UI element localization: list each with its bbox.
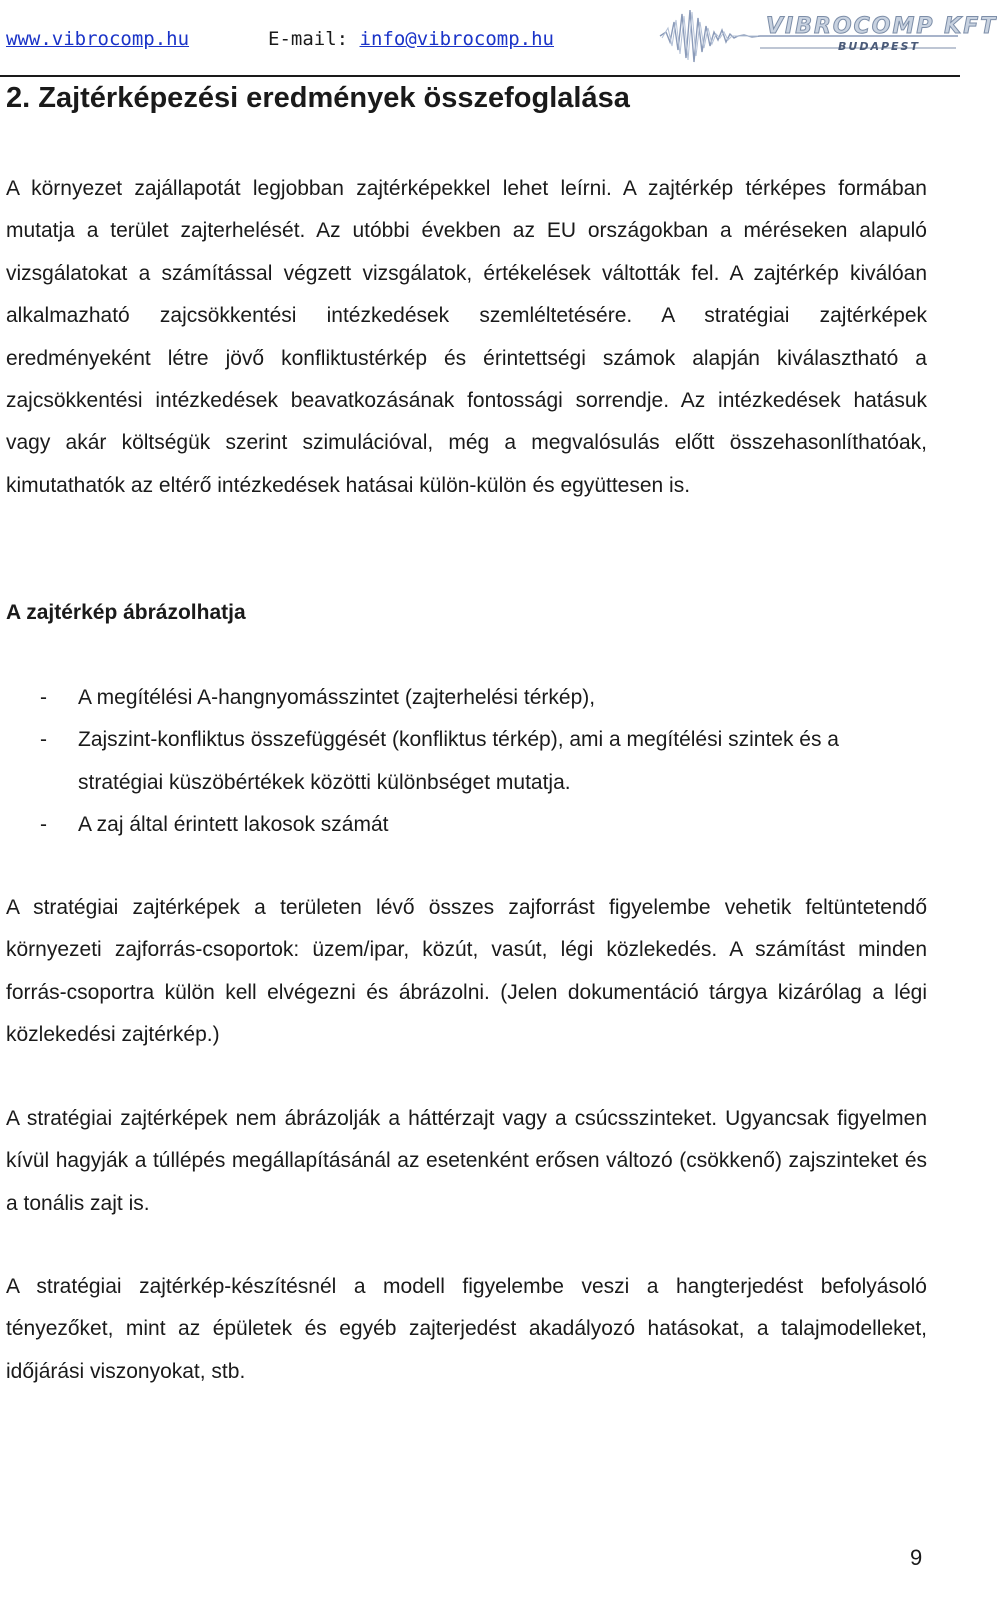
list-item xyxy=(6,677,927,719)
list-marker: - xyxy=(40,728,47,752)
website-link[interactable]: www.vibrocomp.hu xyxy=(6,28,190,50)
list-marker: - xyxy=(40,686,47,709)
list-item-text: A megítélési A-hangnyomásszintet (zajterhelési térkép), xyxy=(78,686,596,709)
header-divider xyxy=(0,75,960,77)
noise-sources-paragraph: A stratégiai zajtérképek a területen lévő összes zajforrást figyelembe vehetik feltüntetendő környezeti zajforrás-csoportok: üzem/ipar, közút, vasút, légi közlekedés. A számítást minden forrás-csoportra külön kell elvégezni és ábrázolni. (Jelen dokumentáció tárgya kizárólag a légi közlekedési zajtérkép.) xyxy=(6,896,927,1047)
list-item xyxy=(6,719,927,804)
email-label: E-mail: xyxy=(268,28,349,50)
email-link[interactable]: info@vibrocomp.hu xyxy=(359,28,554,50)
model-factors-paragraph: A stratégiai zajtérkép-készítésnél a modell figyelembe veszi a hangterjedést befolyásoló tényezőket, mint az épületek és egyéb zajterjedést akadályozó hatásokat, a talajmodelleket, időjárási viszonyokat, stb. xyxy=(6,1275,927,1383)
logo-subtext: BUDAPEST xyxy=(838,40,920,53)
list-marker: - xyxy=(40,813,47,837)
map-content-list xyxy=(6,677,927,847)
section-heading: 2. Zajtérképezési eredmények összefoglalása xyxy=(6,82,630,114)
page-number: 9 xyxy=(910,1545,923,1570)
list-item-text: Zajszint-konfliktus összefüggését (konfliktus térkép), ami a megítélési szintek és a stratégiai küszöbértékek közötti különbséget mutatja. xyxy=(78,728,839,794)
logo-text: VIBROCOMP KFT xyxy=(766,14,997,39)
list-item xyxy=(6,804,927,846)
subheading: A zajtérkép ábrázolhatja xyxy=(6,601,246,624)
intro-paragraph: A környezet zajállapotát legjobban zajtérképekkel lehet leírni. A zajtérkép térképes formában mutatja a terület zajterhelését. Az utóbbi években az EU országokban a méréseken alapuló vizsgálatokat a számítással végzett vizsgálatok, értékelések váltották fel. A zajtérkép kiválóan alkalmazható zajcsökkentési intézkedések szemléltetésére. A stratégiai zajtérképek eredményeként létre jövő konfliktustérkép és érintettségi számok alapján kiválasztható a zajcsökkentési intézkedések beavatkozásának fontossági sorrendje. Az intézkedések hatásuk vagy akár költségük szerint szimulációval, még a megvalósulás előtt összehasonlíthatóak, kimutathatók az eltérő intézkedések hatásai külön-külön és együttesen is. xyxy=(6,177,927,497)
email-line xyxy=(268,26,554,52)
exclusions-paragraph: A stratégiai zajtérképek nem ábrázolják a háttérzajt vagy a csúcsszinteket. Ugyancsak figyelmen kívül hagyják a túllépés megállapításánál az esetenként erősen változó (csökkenő) zajszinteket és a tonális zajt is. xyxy=(6,1107,927,1215)
company-logo xyxy=(660,2,997,70)
list-item-text: A zaj által érintett lakosok számát xyxy=(78,813,389,837)
page-header xyxy=(0,0,997,78)
